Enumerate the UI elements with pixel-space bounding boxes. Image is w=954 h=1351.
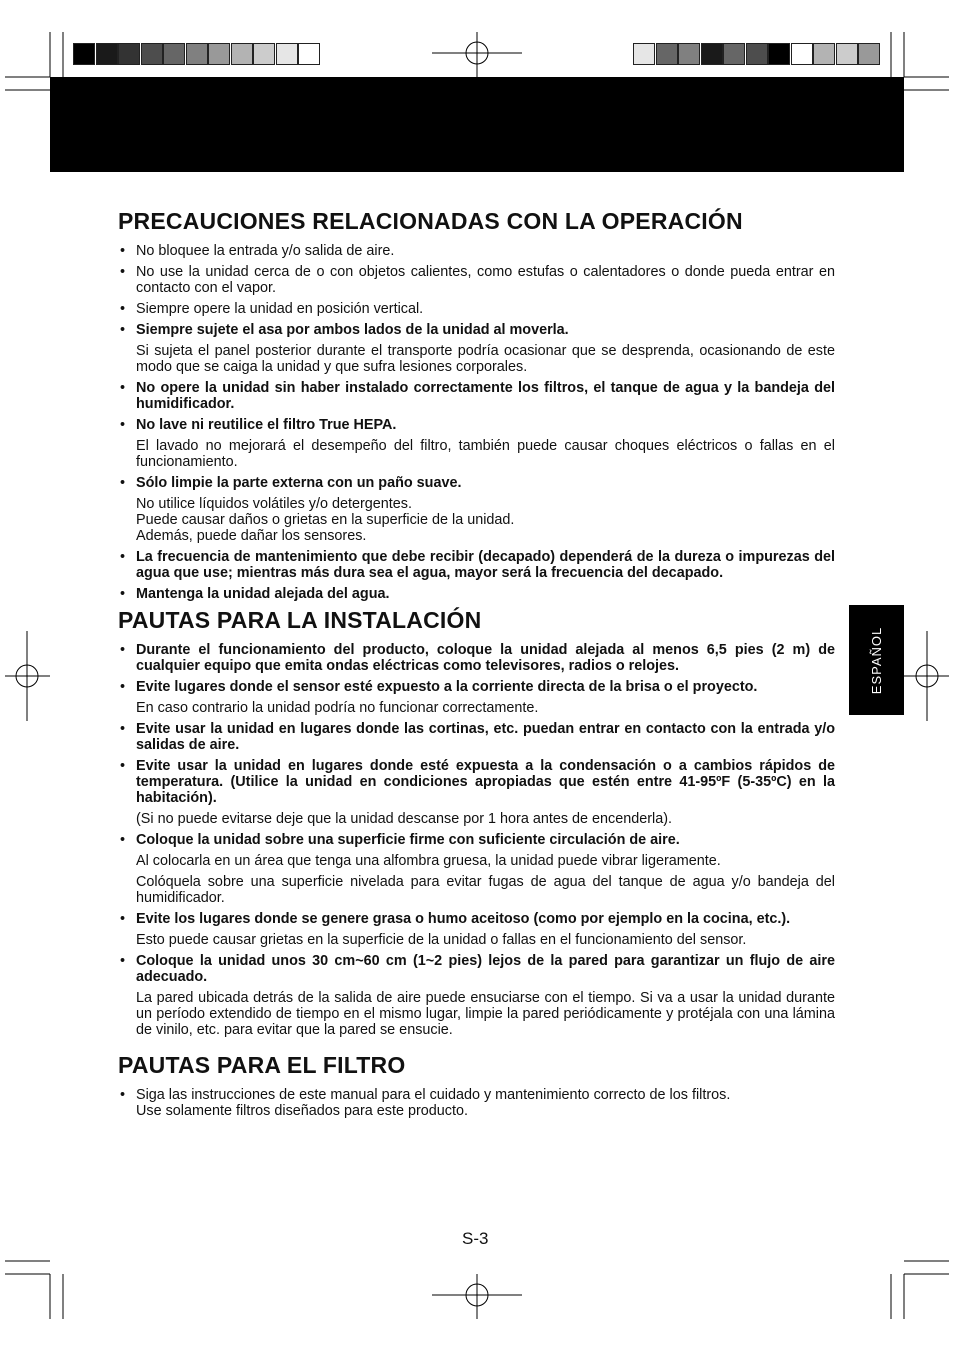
colorbar-right-swatch xyxy=(746,43,768,65)
colorbar-right-swatch xyxy=(791,43,813,65)
colorbar-left-swatch xyxy=(276,43,298,65)
colorbar-left-swatch xyxy=(231,43,253,65)
list-item xyxy=(118,911,835,948)
item-detail: En caso contrario la unidad podría no funcionar correctamente. xyxy=(136,700,539,716)
bullet-icon: • xyxy=(120,911,126,927)
list-item xyxy=(118,832,835,906)
bullet-icon: • xyxy=(120,417,126,433)
section-2 xyxy=(118,607,835,1038)
list-item xyxy=(118,243,835,259)
bullet-list xyxy=(118,642,835,1038)
list-item xyxy=(118,721,835,753)
bullet-icon: • xyxy=(120,758,126,774)
list-item xyxy=(118,322,835,375)
bullet-list xyxy=(118,1087,835,1119)
color-calibration-bar-left xyxy=(73,43,321,65)
item-text: Siempre sujete el asa por ambos lados de la unidad al moverla. xyxy=(136,322,569,338)
header-band xyxy=(50,77,904,172)
bullet-icon: • xyxy=(120,832,126,848)
list-item xyxy=(118,417,835,470)
bullet-icon: • xyxy=(120,264,126,280)
list-item xyxy=(118,264,835,296)
colorbar-right-swatch xyxy=(836,43,858,65)
item-detail: Además, puede dañar los sensores. xyxy=(136,528,367,544)
section-3 xyxy=(118,1052,835,1119)
bullet-list xyxy=(118,243,835,602)
colorbar-left-swatch xyxy=(253,43,275,65)
list-item xyxy=(118,475,835,544)
item-detail: Puede causar daños o grietas en la superficie de la unidad. xyxy=(136,512,515,528)
item-text: Evite usar la unidad en lugares donde esté expuesta a la condensación o a cambios rápidos de temperatura. (Utilice la unidad en condiciones apropiadas que estén entre 41-95ºF (5-35ºC) en la habitación). xyxy=(136,758,835,806)
colorbar-right-swatch xyxy=(723,43,745,65)
colorbar-right-swatch xyxy=(678,43,700,65)
colorbar-left-swatch xyxy=(186,43,208,65)
list-item xyxy=(118,758,835,827)
item-text: Sólo limpie la parte externa con un paño suave. xyxy=(136,475,462,491)
list-item xyxy=(118,549,835,581)
bullet-icon: • xyxy=(120,642,126,658)
section-title: PRECAUCIONES RELACIONADAS CON LA OPERACIÓN xyxy=(118,208,743,234)
item-text: Evite usar la unidad en lugares donde las cortinas, etc. puedan entrar en contacto con la entrada y/o salidas de aire. xyxy=(136,721,835,753)
colorbar-right-swatch xyxy=(633,43,655,65)
bullet-icon: • xyxy=(120,475,126,491)
colorbar-left-swatch xyxy=(141,43,163,65)
colorbar-right-swatch xyxy=(768,43,790,65)
item-text: Mantenga la unidad alejada del agua. xyxy=(136,586,390,602)
item-text: No use la unidad cerca de o con objetos calientes, como estufas o calentadores o donde pueda entrar en contacto con el vapor. xyxy=(136,264,835,296)
colorbar-right-swatch xyxy=(858,43,880,65)
page-content xyxy=(118,208,835,1124)
bullet-icon: • xyxy=(120,586,126,602)
colorbar-left-swatch xyxy=(118,43,140,65)
item-text: Evite lugares donde el sensor esté expuesto a la corriente directa de la brisa o el proyecto. xyxy=(136,679,758,695)
item-detail: Si sujeta el panel posterior durante el transporte podría ocasionar que se desprenda, ocasionando de este modo que se caiga la unidad y que sufra lesiones corporales. xyxy=(136,343,835,375)
page-number: S-3 xyxy=(462,1229,489,1248)
item-detail: La pared ubicada detrás de la salida de aire puede ensuciarse con el tiempo. Si va a usar la unidad durante un período extendido de tiempo en el mismo lugar, limpie la pared periódicamente y protéjala con una lámina de vinilo, etc. para evitar que la pared se ensucie. xyxy=(136,990,835,1038)
colorbar-right-swatch xyxy=(813,43,835,65)
section-title: PAUTAS PARA LA INSTALACIÓN xyxy=(118,607,482,633)
item-detail: Al colocarla en un área que tenga una alfombra gruesa, la unidad puede vibrar ligeramente. xyxy=(136,853,721,869)
section-title: PAUTAS PARA EL FILTRO xyxy=(118,1052,406,1078)
list-item xyxy=(118,953,835,1038)
item-detail: (Si no puede evitarse deje que la unidad descanse por 1 hora antes de encenderla). xyxy=(136,811,673,827)
bullet-icon: • xyxy=(120,721,126,737)
item-text: No opere la unidad sin haber instalado correctamente los filtros, el tanque de agua y la bandeja del humidificador. xyxy=(136,380,835,412)
list-item xyxy=(118,1087,835,1119)
list-item xyxy=(118,380,835,412)
colorbar-left-swatch xyxy=(298,43,320,65)
colorbar-right-swatch xyxy=(656,43,678,65)
bullet-icon: • xyxy=(120,549,126,565)
item-text: Coloque la unidad unos 30 cm~60 cm (1~2 pies) lejos de la pared para garantizar un flujo de aire adecuado. xyxy=(136,953,835,985)
section-1 xyxy=(118,208,835,602)
colorbar-left-swatch xyxy=(73,43,95,65)
list-item xyxy=(118,642,835,674)
item-detail: Esto puede causar grietas en la superficie de la unidad o fallas en el funcionamiento del sensor. xyxy=(136,932,747,948)
colorbar-right-swatch xyxy=(701,43,723,65)
colorbar-left-swatch xyxy=(208,43,230,65)
item-text: No bloquee la entrada y/o salida de aire. xyxy=(136,243,395,259)
bullet-icon: • xyxy=(120,301,126,317)
item-text: Durante el funcionamiento del producto, coloque la unidad alejada al menos 6,5 pies (2 m) de cualquier equipo que emita ondas eléctricas como televisores, radios o relojes. xyxy=(136,642,835,674)
bullet-icon: • xyxy=(120,953,126,969)
item-text: Siempre opere la unidad en posición vertical. xyxy=(136,301,424,317)
colorbar-left-swatch xyxy=(96,43,118,65)
item-detail: El lavado no mejorará el desempeño del filtro, también puede causar choques eléctricos o fallas en el funcionamiento. xyxy=(136,438,835,470)
color-calibration-bar-right xyxy=(633,43,881,65)
language-tab xyxy=(849,605,904,715)
item-detail: Colóquela sobre una superficie nivelada para evitar fugas de agua del tanque de agua y/o bandeja del humidificador. xyxy=(136,874,835,906)
item-detail: Use solamente filtros diseñados para este producto. xyxy=(136,1103,468,1119)
bullet-icon: • xyxy=(120,380,126,396)
list-item xyxy=(118,586,835,602)
item-text: Siga las instrucciones de este manual para el cuidado y mantenimiento correcto de los filtros. xyxy=(136,1087,731,1103)
language-tab-label: ESPAÑOL xyxy=(869,626,885,694)
item-text: No lave ni reutilice el filtro True HEPA. xyxy=(136,417,397,433)
bullet-icon: • xyxy=(120,1087,126,1103)
bullet-icon: • xyxy=(120,679,126,695)
bullet-icon: • xyxy=(120,322,126,338)
item-text: Coloque la unidad sobre una superficie firme con suficiente circulación de aire. xyxy=(136,832,680,848)
list-item xyxy=(118,301,835,317)
bullet-icon: • xyxy=(120,243,126,259)
list-item xyxy=(118,679,835,716)
item-text: Evite los lugares donde se genere grasa o humo aceitoso (como por ejemplo en la cocina, etc.). xyxy=(136,911,791,927)
item-detail: No utilice líquidos volátiles y/o detergentes. xyxy=(136,496,412,512)
colorbar-left-swatch xyxy=(163,43,185,65)
item-text: La frecuencia de mantenimiento que debe recibir (decapado) dependerá de la dureza o impurezas del agua que use; mientras más dura sea el agua, mayor será la frecuencia del decapado. xyxy=(136,549,835,581)
